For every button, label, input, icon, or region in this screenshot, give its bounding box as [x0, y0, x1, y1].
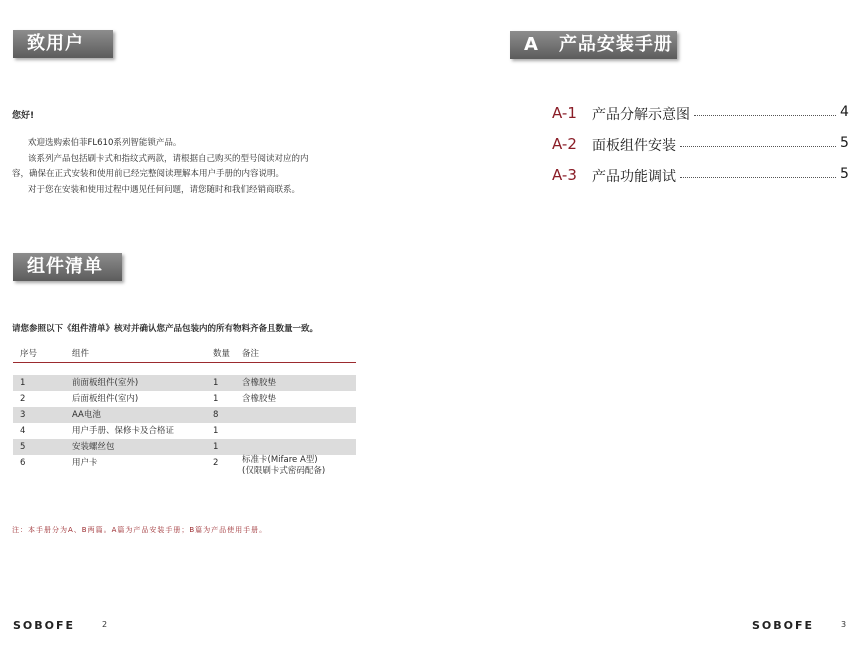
cell-no: 4	[20, 426, 26, 436]
cell-part: 用户卡	[72, 458, 98, 468]
intro-text	[12, 136, 348, 198]
toc-page: 5	[840, 166, 849, 182]
cell-remark	[242, 407, 356, 423]
toc-title: 面板组件安装	[592, 138, 676, 154]
col-header-no: 序号	[13, 344, 72, 363]
cell-no: 3	[13, 407, 72, 423]
section-heading-text: 组件清单	[27, 256, 103, 277]
cell-qty: 1	[210, 375, 242, 391]
brand-logo: SOBOFE	[752, 619, 815, 632]
cell-part: 后面板组件(室内)	[72, 394, 139, 404]
table-row	[13, 375, 356, 391]
cell-part: 安装螺丝包	[72, 439, 210, 455]
page-number: 3	[841, 620, 847, 629]
table-row	[13, 423, 356, 439]
cell-remark-line2: (仅限刷卡式密码配备)	[242, 466, 326, 476]
cell-part: AA电池	[72, 407, 210, 423]
right-page	[430, 0, 860, 645]
toc-title: 产品功能调试	[592, 169, 676, 185]
table-row	[13, 391, 356, 407]
table-header-row	[13, 344, 356, 363]
toc-page: 4	[840, 104, 849, 120]
footnote: 注：本手册分为A、B两篇。A篇为产品安装手册；B篇为产品使用手册。	[12, 526, 268, 534]
intro-line: 容，确保在正式安装和使用前已经完整阅读理解本用户手册的内容说明。	[12, 169, 285, 179]
cell-part: 用户手册、保修卡及合格证	[72, 426, 175, 436]
cell-no: 2	[20, 394, 26, 404]
check-instruction: 请您参照以下《组件清单》核对并确认您产品包装内的所有物料齐备且数量一致。	[12, 324, 319, 334]
table-row	[13, 407, 356, 423]
toc-leader-dots	[680, 135, 836, 147]
page-number: 2	[102, 620, 108, 629]
toc-item[interactable]	[552, 104, 848, 135]
toc-code: A-3	[552, 166, 577, 184]
intro-line: 对于您在安装和使用过程中遇见任何问题，请您随时和我们经销商联系。	[28, 184, 301, 195]
greeting: 您好!	[12, 111, 35, 121]
section-heading-letter: A	[524, 34, 539, 55]
section-heading-parts-list	[13, 253, 122, 281]
col-header-qty: 数量	[210, 344, 242, 363]
cell-no: 5	[13, 439, 72, 455]
cell-no: 1	[13, 375, 72, 391]
parts-table	[13, 344, 356, 477]
toc-page: 5	[840, 135, 849, 151]
cell-qty: 1	[210, 439, 242, 455]
cell-no: 6	[20, 458, 26, 468]
toc-item[interactable]	[552, 135, 848, 166]
toc-leader-dots	[680, 166, 836, 178]
table-row	[13, 455, 356, 477]
intro-line: 欢迎选购索伯菲FL610系列智能锁产品。	[28, 138, 182, 148]
section-heading-text: 产品安装手册	[558, 34, 673, 55]
cell-remark: 含橡胶垫	[242, 394, 277, 404]
brand-logo: SOBOFE	[13, 619, 76, 632]
cell-remark	[242, 439, 356, 455]
cell-part: 前面板组件(室外)	[72, 375, 210, 391]
table-row	[13, 439, 356, 455]
col-header-remark: 备注	[242, 344, 356, 363]
cell-qty: 1	[213, 394, 219, 404]
cell-qty: 1	[213, 426, 219, 436]
section-heading-to-user	[13, 30, 113, 58]
table-of-contents	[552, 104, 848, 197]
col-header-part: 组件	[72, 344, 210, 363]
cell-remark	[242, 423, 356, 439]
intro-line: 该系列产品包括刷卡式和指纹式两款，请根据自己购买的型号阅读对应的内	[28, 153, 309, 164]
toc-item[interactable]	[552, 166, 848, 197]
toc-title: 产品分解示意图	[592, 107, 690, 123]
cell-remark: 含橡胶垫	[242, 375, 356, 391]
cell-remark	[242, 455, 356, 477]
toc-leader-dots	[694, 104, 836, 116]
cell-remark-line1: 标准卡(Mifare A型)	[242, 455, 318, 465]
section-heading-install-manual	[510, 31, 677, 59]
toc-code: A-2	[552, 135, 577, 153]
cell-qty: 2	[213, 458, 219, 468]
cell-qty: 8	[210, 407, 242, 423]
toc-code: A-1	[552, 104, 577, 122]
section-heading-text: 致用户	[27, 33, 84, 54]
